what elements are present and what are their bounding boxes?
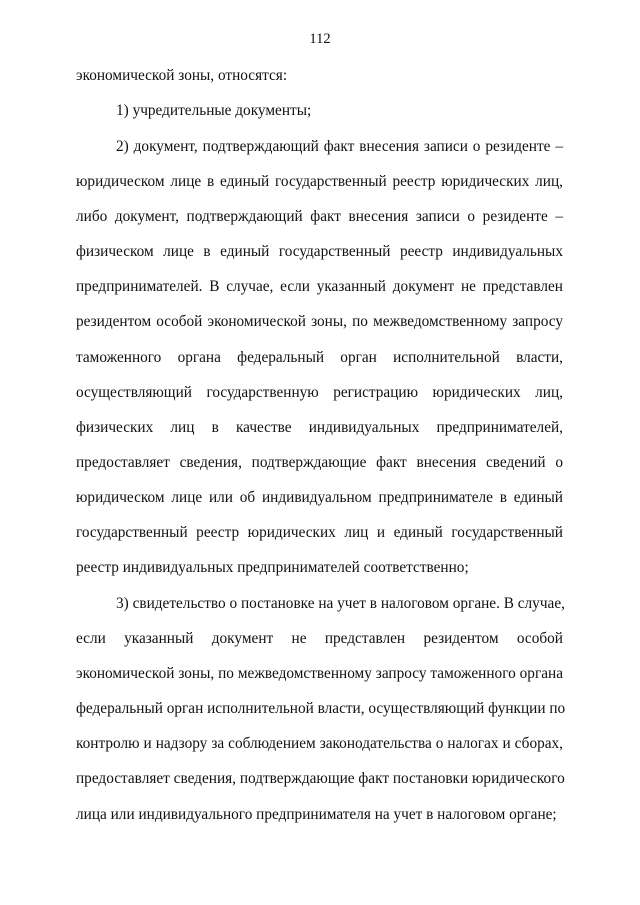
text-line: 1) учредительные документы; [116, 102, 312, 119]
text-line: 2) документ, подтверждающий факт внесения записи о резиденте – [116, 138, 563, 155]
text-line: государственный реестр юридических лиц и единый государственный [76, 524, 563, 541]
page-number: 112 [309, 31, 331, 47]
text-line: федеральный орган исполнительной власти, осуществляющий функции по [76, 700, 566, 717]
text-line: таможенного органа федеральный орган исполнительной власти, [76, 349, 563, 366]
text-line: физических лиц в качестве индивидуальных предпринимателей, [76, 419, 563, 436]
text-line: предпринимателей. В случае, если указанный документ не представлен [76, 278, 563, 295]
text-line: предоставляет сведения, подтверждающие факт внесения сведений о [76, 454, 563, 471]
text-line: экономической зоны, по межведомственному запросу таможенного органа [76, 665, 563, 682]
text-line: физическом лице в единый государственный реестр индивидуальных [76, 243, 563, 260]
text-line: экономической зоны, относятся: [76, 67, 288, 84]
text-line: юридическом лице в единый государственный реестр юридических лиц, [76, 173, 563, 190]
text-line: предоставляет сведения, подтверждающие факт постановки юридического [76, 770, 565, 787]
text-line: либо документ, подтверждающий факт внесения записи о резиденте – [76, 208, 563, 225]
text-line: 3) свидетельство о постановке на учет в налоговом органе. В случае, [116, 595, 565, 612]
text-line: лица или индивидуального предпринимателя на учет в налоговом органе; [76, 806, 557, 823]
text-line: юридическом лице или об индивидуальном предпринимателе в единый [76, 489, 563, 506]
text-line: осуществляющий государственную регистрацию юридических лиц, [76, 384, 563, 401]
text-line: если указанный документ не представлен резидентом особой [76, 630, 563, 647]
text-line: резидентом особой экономической зоны, по межведомственному запросу [76, 313, 563, 330]
text-line: реестр индивидуальных предпринимателей соответственно; [76, 559, 469, 576]
text-line: контролю и надзору за соблюдением законодательства о налогах и сборах, [76, 735, 563, 752]
